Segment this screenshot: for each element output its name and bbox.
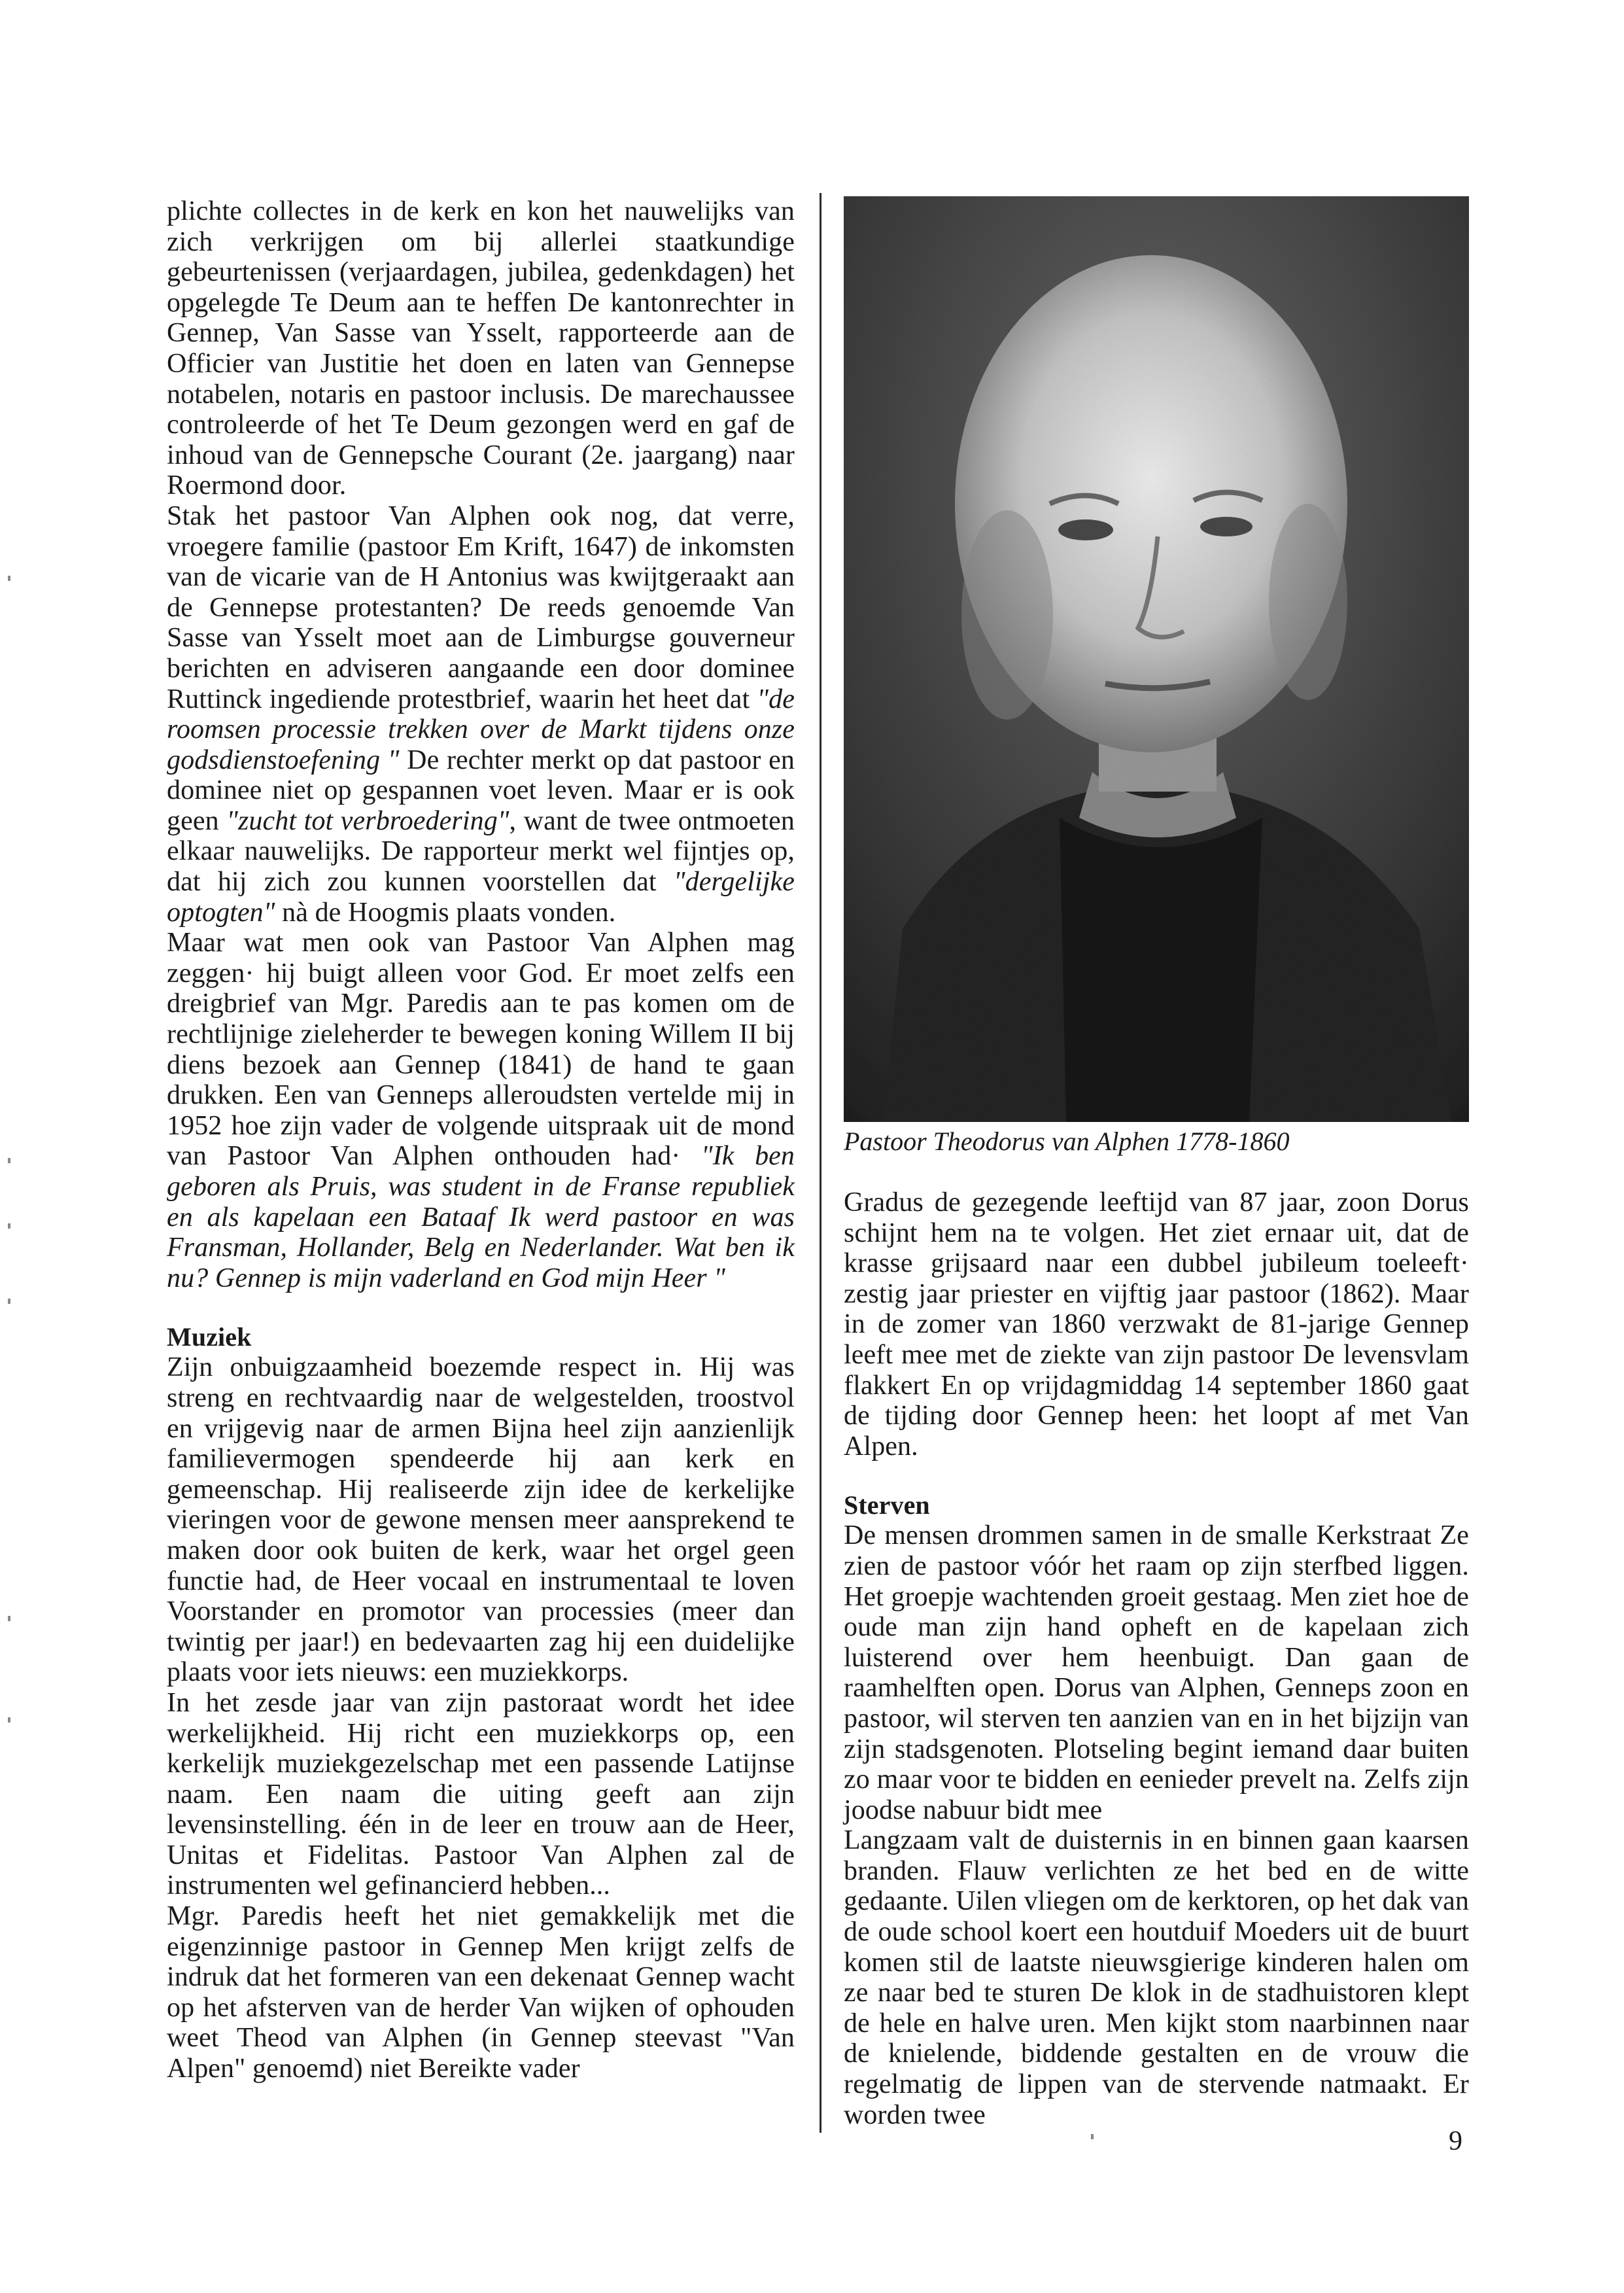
right-text-column [844, 1187, 1469, 2130]
paragraph: De mensen drommen samen in de smalle Kerkstraat Ze zien de pastoor vóór het raam op zijn sterfbed liggen. Het groepje wachtenden groeit gestaag. Men ziet hoe de oude man zijn hand opheft en de kapelaan zich luisterend over hem heenbuigt. Dan gaan de raamhelften open. Dorus van Alphen, Genneps zoon en pastoor, wil sterven ten aanzien van en in het bijzijn van zijn stadsgenoten. Plotseling begint iemand daar buiten zo maar voor te bidden en eenieder prevelt na. Zelfs zijn joodse nabuur bidt mee [844, 1520, 1469, 1825]
quote: "dergelijke optogten" [167, 867, 795, 928]
paragraph [167, 501, 795, 928]
quote: "de roomsen processie trekken over de Markt tijdens onze godsdienstoefening " [167, 684, 795, 775]
scan-speck [8, 1158, 10, 1163]
portrait-photo [844, 196, 1469, 1122]
quote: "zucht tot verbroedering" [226, 805, 510, 836]
paragraph: Mgr. Paredis heeft het niet gemakkelijk met die eigenzinnige pastoor in Gennep Men krijgt zelfs de indruk dat het formeren van een dekenaat Gennep wacht op het afsterven van de herder Van wijken of ophouden weet Theod van Alphen (in Gennep steevast "Van Alpen" genoemd) niet Bereikte vader [167, 1901, 795, 2084]
paragraph: In het zesde jaar van zijn pastoraat wordt het idee werkelijkheid. Hij richt een muziekkorps op, een kerkelijk muziekgezelschap met een passende Latijnse naam. Een naam die uiting geeft aan zijn levensinstelling. één in de leer en trouw aan de Heer, Unitas et Fidelitas. Pastoor Van Alphen zal de instrumenten wel gefinancierd hebben... [167, 1687, 795, 1901]
scan-speck [8, 1717, 10, 1723]
paragraph [167, 928, 795, 1293]
scan-speck [8, 1223, 10, 1229]
figure-caption: Pastoor Theodorus van Alphen 1778-1860 [844, 1127, 1290, 1156]
scan-speck [8, 576, 10, 581]
text-run: Maar wat men ook van Pastoor Van Alphen mag zeggen· hij buigt alleen voor God. Er moet zelfs een dreigbrief van Mgr. Paredis aan te pas komen om de rechtlijnige zieleherder te bewegen koning Willem II bij diens bezoek aan Gennep (1841) de hand te gaan drukken. Een van Genneps alleroudsten vertelde mij in 1952 hoe zijn vader de volgende uitspraak uit de mond van Pastoor Van Alphen onthouden had· [167, 928, 795, 1172]
paragraph: Gradus de gezegende leeftijd van 87 jaar, zoon Dorus schijnt hem na te volgen. Het ziet ernaar uit, dat de krasse grijsaard naar een dubbel jubileum toeleeft· zestig jaar priester en vijftig jaar pastoor (1862). Maar in de zomer van 1860 verzwakt de 81-jarige Gennep leeft mee met de ziekte van zijn pastoor De levensvlam flakkert En op vrijdagmiddag 14 september 1860 gaat de tijding door Gennep heen: het loopt af met Van Alpen. [844, 1187, 1469, 1462]
scan-speck [1091, 2134, 1094, 2139]
column-divider [820, 193, 821, 2133]
quote: "Ik ben geboren als Pruis, was student in de Franse republiek en als kapelaan een Bataaf Ik werd pastoor en was Fransman, Hollander, Belg en Nederlander. Wat ben ik nu? Gennep is mijn vaderland en God mijn Heer " [167, 1141, 795, 1293]
left-text-column [167, 196, 795, 2084]
section-heading-sterven: Sterven [844, 1490, 930, 1520]
text-run: De rechter merkt op dat pastoor en dominee niet op gespannen voet leven. Maar er is ook geen [167, 744, 795, 836]
section-heading-muziek: Muziek [167, 1322, 252, 1352]
paragraph: plichte collectes in de kerk en kon het nauwelijks van zich verkrijgen om bij allerlei staatkundige gebeurtenissen (verjaardagen, jubilea, gedenkdagen) het opgelegde Te Deum aan te heffen De kantonrechter in Gennep, Van Sasse van Ysselt, rapporteerde aan de Officier van Justitie het doen en laten van Gennepse notabelen, notaris en pastoor inclusis. De marechaussee controleerde of het Te Deum gezongen werd en gaf de inhoud van de Gennepsche Courant (2e. jaargang) naar Roermond door. [167, 196, 795, 501]
text-run: nà de Hoogmis plaats vonden. [275, 897, 616, 928]
paragraph: Zijn onbuigzaamheid boezemde respect in. Hij was streng en rechtvaardig naar de welgestelden, troostvol en vrijgevig naar de armen Bijna heel zijn aanzienlijk familievermogen spendeerde hij aan kerk en gemeenschap. Hij realiseerde zijn idee de kerkelijke vieringen voor de gewone mensen meer aansprekend te maken door ook buiten de kerk, waar het orgel geen functie had, de Heer vocaal en instrumentaal te loven Voorstander en promotor van processies (meer dan twintig per jaar!) en bedevaarten zag hij een duidelijke plaats voor iets nieuws: een muziekkorps. [167, 1352, 795, 1688]
text-run: , want de twee ontmoeten elkaar nauwelijks. De rapporteur merkt wel fijntjes op, dat hij zich zou kunnen voorstellen dat [167, 805, 795, 898]
paragraph: Langzaam valt de duisternis in en binnen gaan kaarsen branden. Flauw verlichten ze het bed en de witte gedaante. Uilen vliegen om de kerktoren, op het dak van de oude school koert een houtduif Moeders uit de buurt komen stil de laatste nieuwsgierige kinderen halen om ze naar bed te sturen De klok in de stadhuistoren klept de hele en halve uren. Men kijkt stom naarbinnen naar de knielende, biddende gestalten en de vrouw die regelmatig de lippen van de stervende natmaakt. Er worden twee [844, 1825, 1469, 2130]
page-number: 9 [1449, 2126, 1462, 2156]
scan-speck [8, 1616, 10, 1621]
text-run: Stak het pastoor Van Alphen ook nog, dat verre, vroegere familie (pastoor Em Krift, 1647) de inkomsten van de vicarie van de H Antonius was kwijtgeraakt aan de Gennepse protestanten? De reeds genoemde Van Sasse van Ysselt moet aan de Limburgse gouverneur berichten en adviseren aangaande een door dominee Ruttinck ingediende protestbrief, waarin het heet dat [167, 500, 795, 714]
scan-speck [8, 1299, 10, 1304]
